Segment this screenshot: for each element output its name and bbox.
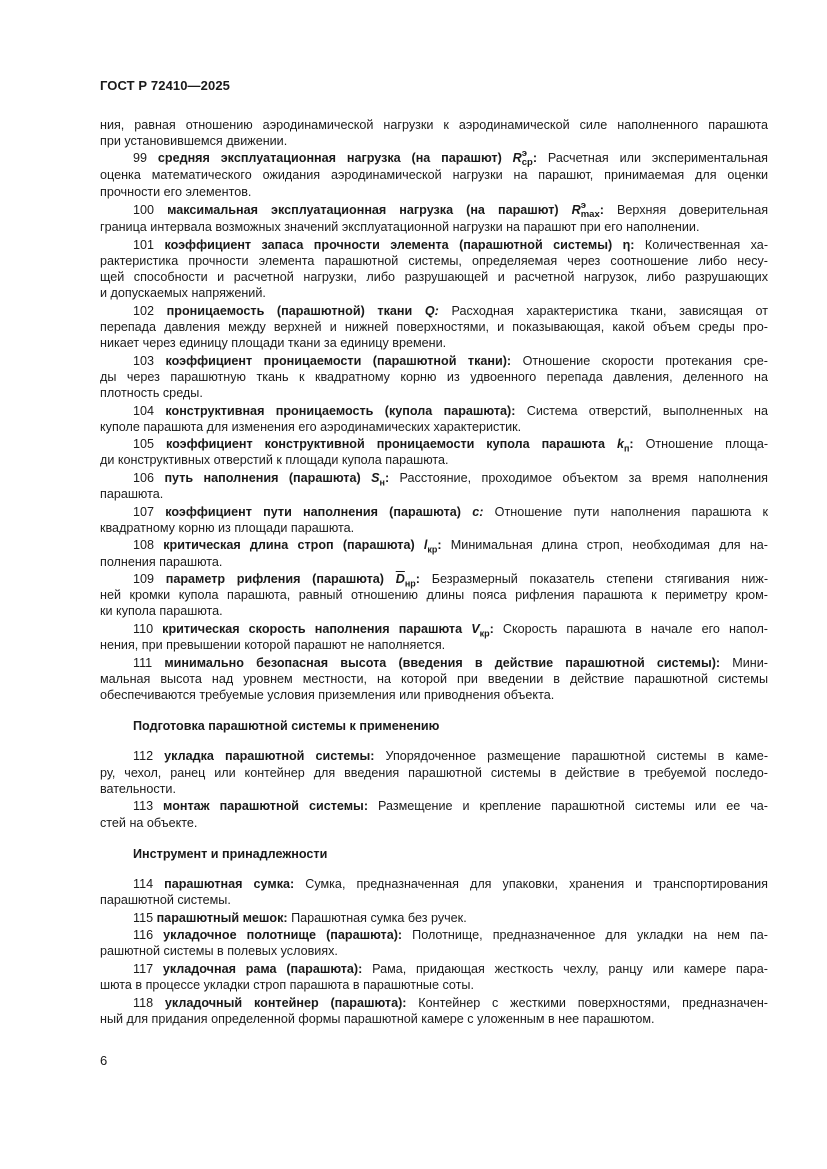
definition-text: Минимальная длина строп, необходимая для на-: [441, 538, 768, 553]
term-entry-101: [100, 237, 768, 302]
term-title: укладка парашютной системы:: [164, 749, 375, 764]
term-colon: :: [599, 203, 604, 218]
term-colon: :: [629, 437, 634, 452]
text-line: стей на объекте.: [100, 815, 198, 830]
term-title: укладочный контейнер (парашюта):: [164, 995, 407, 1010]
term-entry-111: [100, 655, 768, 704]
term-number: 99: [133, 151, 148, 166]
section-heading: Инструмент и принадлежности: [133, 846, 328, 861]
text-line: граница интервала возможных значений эксплуатационной нагрузки на парашют при его наполнении.: [100, 220, 700, 235]
term-title: средняя эксплуатационная нагрузка (на парашют): [157, 151, 502, 166]
page-number: 6: [100, 1053, 108, 1068]
term-number: 109: [133, 572, 155, 587]
term-title: максимальная эксплуатационная нагрузка (на парашют): [167, 203, 559, 218]
term-number: 117: [133, 961, 154, 976]
term-title: коэффициент проницаемости (парашютной ткани):: [165, 353, 512, 368]
symbol-subscript: п: [623, 443, 630, 454]
section-heading: Подготовка парашютной системы к применению: [133, 719, 440, 734]
term-symbol: c:: [472, 504, 484, 519]
definition-text: Расчетная или экспериментальная: [537, 151, 769, 166]
term-title: укладочная рама (парашюта):: [162, 961, 363, 976]
definition-text: Парашютная сумка без ручек.: [287, 910, 467, 925]
term-colon: :: [384, 470, 390, 485]
definition-text: Верхняя доверительная: [603, 203, 769, 218]
text-line: вательности.: [100, 781, 176, 796]
term-entry-116: [100, 927, 768, 959]
definition-text: Система отверстий, выполненных на: [515, 403, 768, 418]
text-line: при установившемся движении.: [100, 134, 288, 149]
term-title: критическая длина строп (парашюта): [163, 538, 415, 553]
term-colon: :: [437, 538, 442, 553]
term-title: путь наполнения (парашюта): [164, 470, 361, 485]
document-body: [100, 117, 768, 1028]
term-entry-117: [100, 961, 768, 993]
definition-text: Отношение пути наполнения парашюта к: [483, 504, 769, 519]
definition-text: Сумка, предназначенная для упаковки, хранения и транспортирования: [294, 876, 769, 891]
term-entry-106: [100, 470, 768, 502]
symbol-subscript: кр: [479, 628, 490, 639]
text-line: рактеристика прочности элемента парашютной системы, определяемая через соотношение либо несу-: [100, 253, 768, 268]
term-symbol: $\overline{D}$: [395, 572, 405, 587]
definition-text: Количественная ха-: [634, 237, 769, 252]
term-number: 115: [133, 910, 154, 925]
definition-text: Отношение скорости протекания сре-: [511, 353, 768, 368]
term-title: минимально безопасная высота (введения в действие парашютной системы):: [164, 655, 721, 670]
term-colon: :: [489, 621, 494, 636]
term-entry-115: [100, 910, 768, 926]
definition-text: Безразмерный показатель степени стягивания ниж-: [419, 572, 769, 587]
term-entry-105: [100, 436, 768, 468]
text-line: прочности его элементов.: [100, 184, 252, 199]
term-symbol: Q:: [424, 303, 439, 318]
text-line: щей способности и расчетной нагрузки, либо разрушающей и расчетной нагрузок, либо разрушающих: [100, 270, 768, 285]
text-line: оценка математического ожидания аэродинамической нагрузки на парашют, принимаемая для оценки: [100, 168, 768, 183]
term-number: 104: [133, 403, 155, 418]
text-line: обеспечиваются требуемые условия приземления или приводнения объекта.: [100, 688, 555, 703]
term-entry-109: [100, 571, 768, 620]
symbol-superscript: э: [521, 148, 527, 160]
definition-text: Расстояние, проходимое объектом за время наполнения: [389, 470, 768, 485]
term-number: 101: [133, 237, 155, 252]
definition-text: Размещение и крепление парашютной системы или ее ча-: [368, 799, 768, 814]
symbol-subscript: кр: [427, 544, 438, 555]
text-line: парашюта.: [100, 487, 164, 502]
term-symbol: V: [471, 621, 480, 636]
text-line: куполе парашюта для изменения его аэродинамических характеристик.: [100, 419, 522, 434]
text-line: шюта в процессе укладки строп парашюта в парашютные соты.: [100, 978, 474, 993]
definition-text: Отношение площа-: [633, 437, 769, 452]
term-entry-104: [100, 403, 768, 435]
definition-text: Полотнище, предназначенное для укладки на нем па-: [402, 928, 769, 943]
term-title: критическая скорость наполнения парашюта: [162, 621, 463, 636]
text-line: ды через парашютную ткань к квадратному корню из удвоенного перепада давления, деленного на: [100, 369, 768, 384]
term-number: 118: [133, 995, 154, 1010]
term-title: укладочное полотнище (парашюта):: [163, 928, 403, 943]
term-number: 111: [133, 655, 153, 670]
text-line: ния, равная отношению аэродинамической нагрузки к аэродинамической силе наполненного парашюта: [100, 118, 768, 132]
term-number: 113: [133, 799, 154, 814]
term-colon: :: [415, 572, 420, 587]
term-title: парашютная сумка:: [164, 876, 295, 891]
definition-text: Мини-: [720, 655, 768, 670]
text-line: парашютной системы.: [100, 893, 231, 908]
term-entry-112: [100, 748, 768, 797]
term-symbol: R: [571, 203, 581, 218]
term-number: 106: [133, 470, 155, 485]
definition-text: Расходная характеристика ткани, зависящая от: [438, 303, 768, 318]
term-number: 102: [133, 303, 155, 318]
text-line: и допускаемых напряжений.: [100, 286, 266, 301]
document-header: ГОСТ Р 72410—2025: [100, 78, 230, 93]
term-entry-114: [100, 876, 768, 908]
term-entry-100: [100, 201, 768, 235]
term-colon: :: [532, 151, 538, 166]
term-number: 105: [133, 437, 155, 452]
term-number: 112: [133, 749, 154, 764]
definition-text: Упорядоченное размещение парашютной системы в каме-: [374, 749, 769, 764]
term-number: 108: [133, 538, 155, 553]
term-entry-107: [100, 504, 768, 536]
term-entry-118: [100, 995, 768, 1027]
term-number: 116: [133, 928, 154, 943]
term-symbol: S: [371, 470, 380, 485]
text-line: перепада давления между верхней и нижней поверхностями, и показывающая, какой объем среды про-: [100, 319, 768, 334]
term-entry-110: [100, 621, 768, 653]
symbol-subscript: max: [580, 209, 600, 221]
text-line: ки купола парашюта.: [100, 604, 223, 619]
definition-text: Контейнер с жесткими поверхностями, предназначен-: [406, 995, 769, 1010]
text-line: ней кромки купола парашюта, равный отношению длины пояса рифления парашюта к периметру кром-: [100, 588, 768, 603]
term-entry-108: [100, 537, 768, 569]
term-symbol: η:: [622, 237, 635, 252]
entry-continuation: [100, 117, 768, 149]
term-number: 107: [133, 504, 155, 519]
term-entry-113: [100, 798, 768, 830]
text-line: рашютной системы в полевых условиях.: [100, 944, 338, 959]
text-line: ру, чехол, ранец или контейнер для введения парашютной системы в действие в требуемой последо-: [100, 765, 768, 780]
text-line: квадратному корню из площади парашюта.: [100, 520, 355, 535]
text-line: плотность среды.: [100, 386, 203, 401]
term-title: коэффициент запаса прочности элемента (парашютной системы): [164, 237, 613, 252]
symbol-superscript: э: [580, 200, 586, 212]
term-entry-103: [100, 353, 768, 402]
definition-text: Рама, придающая жесткость чехлу, ранцу или камере пара-: [362, 961, 768, 976]
term-title: коэффициент конструктивной проницаемости купола парашюта: [165, 437, 605, 452]
term-title: проницаемость (парашютной) ткани: [166, 303, 413, 318]
term-title: монтаж парашютной системы:: [163, 799, 369, 814]
term-title: парашютный мешок:: [156, 910, 288, 925]
term-number: 103: [133, 353, 155, 368]
term-number: 114: [133, 876, 154, 891]
term-symbol: k: [616, 437, 624, 452]
term-number: 100: [133, 203, 155, 218]
term-title: параметр рифления (парашюта): [165, 572, 384, 587]
term-title: конструктивная проницаемость (купола парашюта):: [165, 403, 516, 418]
text-line: никает через единицу площади ткани за единицу времени.: [100, 336, 447, 351]
definition-text: Скорость парашюта в начале его напол-: [493, 621, 769, 636]
symbol-subscript: нр: [404, 578, 416, 589]
term-title: коэффициент пути наполнения (парашюта): [165, 504, 461, 519]
term-number: 110: [133, 621, 154, 636]
symbol-subscript: ср: [521, 157, 533, 169]
text-line: полнения парашюта.: [100, 554, 223, 569]
term-entry-99: [100, 149, 768, 199]
text-line: нения, при превышении которой парашют не наполняется.: [100, 638, 446, 653]
text-line: ди конструктивных отверстий к площади купола парашюта.: [100, 453, 449, 468]
symbol-subscript: н: [379, 477, 385, 488]
term-symbol: l: [423, 538, 428, 553]
term-symbol: R: [512, 151, 522, 166]
text-line: ный для придания определенной формы парашютной камере с уложенным в нее парашютом.: [100, 1011, 655, 1026]
term-entry-102: [100, 303, 768, 352]
text-line: мальная высота над уровнем местности, на которой при введении в действие парашютной системы: [100, 671, 768, 686]
